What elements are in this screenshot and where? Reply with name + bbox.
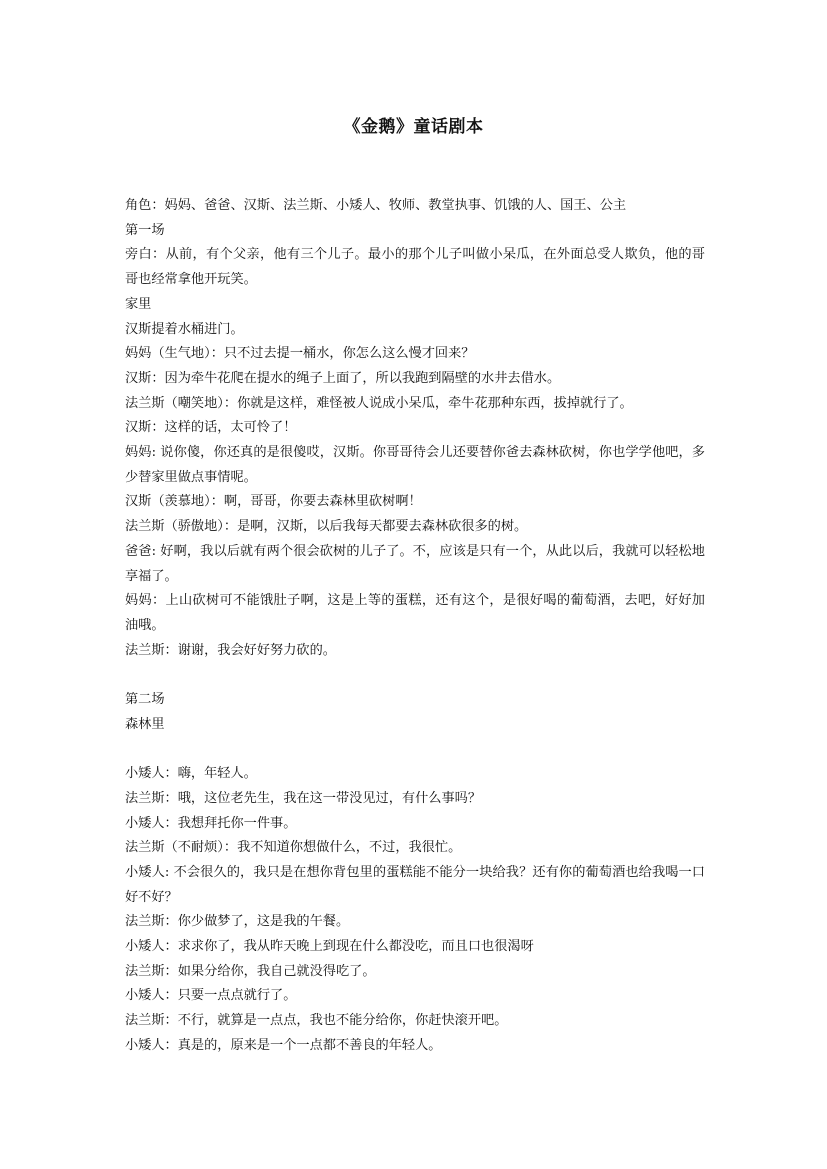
- stage-direction: 汉斯提着水桶进门。: [125, 321, 244, 337]
- setting-line: 家里: [125, 296, 152, 312]
- setting-line: 森林里: [125, 716, 165, 732]
- dialogue-line: 法兰斯（不耐烦）：我不知道你想做什么，不过，我很忙。: [125, 840, 462, 856]
- script-body: [125, 194, 705, 1059]
- scene-heading: 第二场: [125, 692, 165, 708]
- dialogue-line: 法兰斯：你少做梦了，这是我的午餐。: [125, 914, 350, 930]
- dialogue-line: 妈妈：上山砍树可不能饿肚子啊，这是上等的蛋糕，还有这个，是很好喝的葡萄酒，去吧，好好加油哦。: [125, 593, 705, 633]
- dialogue-line: 法兰斯：不行，就算是一点点，我也不能分给你，你赶快滚开吧。: [125, 1013, 508, 1029]
- dialogue-line: 妈妈: 说你傻，你还真的是很傻哎，汉斯。你哥哥待会儿还要替你爸去森林砍树，你也学学他吧，多少替家里做点事情呢。: [125, 445, 705, 485]
- dialogue-line: 小矮人：求求你了，我从昨天晚上到现在什么都没吃，而且口也很渴呀: [125, 939, 534, 955]
- dialogue-line: 旁白：从前，有个父亲，他有三个儿子。最小的那个儿子叫做小呆瓜，在外面总受人欺负，他的哥哥也经常拿他开玩笑。: [125, 247, 705, 288]
- dialogue-line: 法兰斯：如果分给你，我自己就没得吃了。: [125, 963, 376, 979]
- dialogue-line: 法兰斯（嘲笑地）：你就是这样，难怪被人说成小呆瓜，牵牛花那种东西，拔掉就行了。: [125, 395, 633, 411]
- dialogue-line: 小矮人: 不会很久的，我只是在想你背包里的蛋糕能不能分一块给我？还有你的葡萄酒也给我喝一口好不好？: [125, 864, 705, 905]
- dialogue-line: 妈妈（生气地）：只不过去提一桶水，你怎么这么慢才回来？: [125, 346, 475, 362]
- dialogue-line: 小矮人：真是的，原来是一个一点都不善良的年轻人。: [125, 1037, 442, 1053]
- dialogue-line: 汉斯：因为牵牛花爬在提水的绳子上面了，所以我跑到隔壁的水井去借水。: [125, 370, 561, 386]
- dialogue-line: 汉斯：这样的话，太可怜了！: [125, 420, 297, 436]
- cast-list: 角色：妈妈、爸爸、汉斯、法兰斯、小矮人、牧师、教堂执事、饥饿的人、国王、公主: [125, 198, 627, 213]
- scene-heading: 第一场: [125, 222, 165, 238]
- dialogue-line: 爸爸: 好啊，我以后就有两个很会砍树的儿子了。不，应该是只有一个，从此以后，我就可以轻松地享福了。: [125, 543, 705, 584]
- dialogue-line: 法兰斯：哦，这位老先生，我在这一带没见过，有什么事吗？: [125, 790, 482, 806]
- blank-line: [125, 737, 705, 762]
- dialogue-line: 法兰斯：谢谢，我会好好努力砍的。: [125, 642, 336, 658]
- dialogue-line: 小矮人：只要一点点就行了。: [125, 988, 297, 1004]
- dialogue-line: 小矮人：嗨，年轻人。: [125, 766, 257, 782]
- blank-line: [125, 663, 705, 688]
- document-title: 《金鹅》童话剧本: [343, 117, 484, 137]
- dialogue-line: 法兰斯（骄傲地）：是啊，汉斯，以后我每天都要去森林砍很多的树。: [125, 519, 528, 535]
- dialogue-line: 小矮人：我想拜托你一件事。: [125, 815, 297, 831]
- dialogue-line: 汉斯（羡慕地）：啊，哥哥，你要去森林里砍树啊！: [125, 494, 422, 510]
